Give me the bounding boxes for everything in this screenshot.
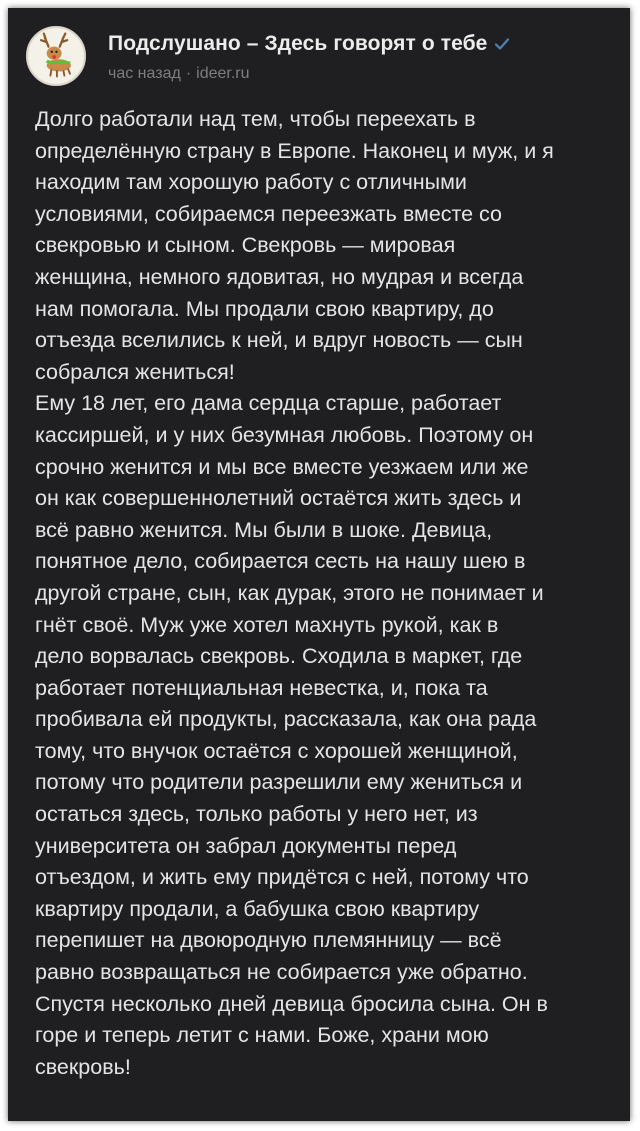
meta-separator: · — [185, 65, 192, 82]
post-text-line: собрался жениться! — [35, 359, 235, 384]
post-text-line: горе и теперь летит с нами. Боже, храни мою — [35, 1023, 489, 1048]
post-text-line: пробивала ей продукты, рассказала, как она рада — [35, 707, 537, 732]
group-name-link[interactable]: Подслушано – Здесь говорят о тебе — [108, 32, 488, 55]
post-time[interactable]: час назад — [108, 65, 181, 82]
post-text-line: остаться здесь, только работы у него нет, из — [35, 802, 478, 827]
post-text-line: Долго работали над тем, чтобы переехать в — [35, 107, 476, 131]
post-source-link[interactable]: ideer.ru — [196, 65, 250, 82]
post-text-line: нам помогала. Мы продали свою квартиру, до — [35, 296, 494, 321]
verified-check-icon — [494, 36, 510, 52]
group-avatar[interactable] — [26, 26, 86, 86]
post-text-line: потому что родители разрешили ему жениться и — [35, 770, 523, 795]
post-card — [8, 8, 630, 1121]
post-text-line: понятное дело, собирается сесть на нашу шею в — [35, 549, 526, 574]
post-text-line: работает потенциальная невестка, и, пока та — [35, 675, 488, 700]
post-body — [35, 104, 625, 1083]
post-text-line: дело ворвалась свекровь. Сходила в маркет, где — [35, 644, 523, 669]
post-text-line: гнёт своё. Муж уже хотел махнуть рукой, как в — [35, 612, 499, 637]
post-text-line: другой стране, сын, как дурак, этого не понимает и — [35, 580, 544, 605]
post-text-line: женщина, немного ядовитая, но мудрая и всегда — [35, 264, 524, 289]
post-text-line: находим там хорошую работу с отличными — [35, 170, 467, 195]
post-text-line: Спустя несколько дней девица бросила сына. Он в — [35, 991, 548, 1016]
post-text-line: отъездом, и жить ему придётся с ней, потому что — [35, 865, 529, 890]
post-text-line: всё равно женится. Мы были в шоке. Девица, — [35, 517, 493, 542]
post-text-line: условиями, собираемся переезжать вместе со — [35, 201, 503, 226]
post-text-line: Ему 18 лет, его дама сердца старше, работает — [35, 391, 502, 416]
post-title-row — [108, 32, 510, 56]
post-header — [22, 20, 616, 90]
post-text-line: свекровью и сыном. Свекровь — мировая — [35, 233, 456, 258]
post-text-line: он как совершеннолетний остаётся жить здесь и — [35, 486, 522, 511]
post-text-line: определённую страну в Европе. Наконец и муж, и я — [35, 138, 554, 163]
post-text-line: равно возвращаться не собирается уже обратно. — [35, 960, 528, 985]
post-text-line: свекровь! — [35, 1054, 131, 1079]
post-text-line: квартиру продали, а бабушка свою квартиру — [35, 896, 480, 921]
post-text-line: срочно женится и мы все вместе уезжаем или же — [35, 454, 529, 479]
post-text-line: кассиршей, и у них безумная любовь. Поэтому он — [35, 422, 534, 447]
post-text-line: университета он забрал документы перед — [35, 833, 457, 858]
post-text-line: перепишет на двоюродную племянницу — всё — [35, 928, 502, 953]
post-text-line: тому, что внучок остаётся с хорошей женщиной, — [35, 738, 518, 763]
post-text-line: отъезда вселились к ней, и вдруг новость — сын — [35, 328, 523, 353]
reindeer-logo-icon — [28, 28, 84, 84]
post-meta — [108, 65, 250, 83]
